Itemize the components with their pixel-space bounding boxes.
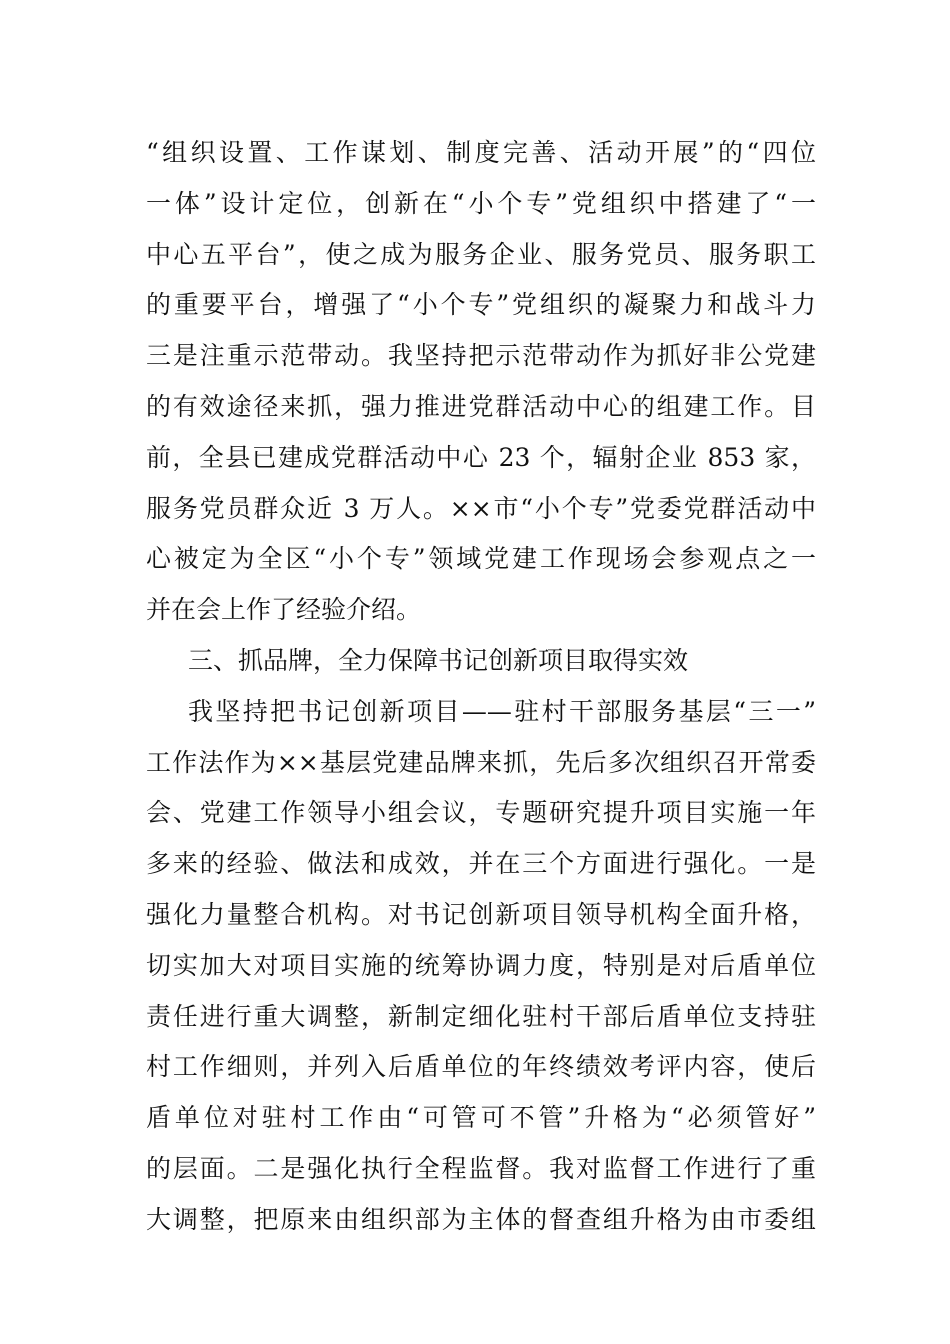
paragraph-2-line: 会、党建工作领导小组会议，专题研究提升项目实施一年 — [146, 798, 816, 828]
document-body — [146, 128, 816, 1246]
paragraph-1-line: 并在会上作了经验介绍。 — [146, 595, 422, 625]
paragraph-2-line: 切实加大对项目实施的统筹协调力度，特别是对后盾单位 — [146, 950, 816, 980]
paragraph-2-line: 盾单位对驻村工作由“可管可不管”升格为“必须管好” — [146, 1103, 816, 1133]
paragraph-2-line: 强化力量整合机构。对书记创新项目领导机构全面升格， — [146, 899, 816, 929]
paragraph-2-line: 责任进行重大调整，新制定细化驻村干部后盾单位支持驻 — [146, 1001, 816, 1031]
section-heading: 三、抓品牌，全力保障书记创新项目取得实效 — [188, 645, 689, 675]
paragraph-1-line: “组织设置、工作谋划、制度完善、活动开展”的“四位 — [146, 138, 816, 167]
paragraph-2-line: 大调整，把原来由组织部为主体的督查组升格为由市委组 — [146, 1204, 816, 1234]
paragraph-1-line: 心被定为全区“小个专”领域党建工作现场会参观点之一 — [146, 544, 816, 574]
paragraph-2-line: 工作法作为××基层党建品牌来抓，先后多次组织召开常委 — [146, 747, 816, 777]
paragraph-2-line: 村工作细则，并列入后盾单位的年终绩效考评内容，使后 — [146, 1052, 816, 1082]
paragraph-1-line: 中心五平台”，使之成为服务企业、服务党员、服务职工 — [146, 239, 816, 269]
paragraph-1-line: 前，全县已建成党群活动中心 23 个，辐射企业 853 家， — [146, 442, 816, 472]
paragraph-2-line: 我坚持把书记创新项目——驻村干部服务基层“三一” — [188, 696, 816, 726]
paragraph-2-line: 的层面。二是强化执行全程监督。我对监督工作进行了重 — [146, 1153, 816, 1183]
paragraph-1-line: 的有效途径来抓，强力推进党群活动中心的组建工作。目 — [146, 391, 816, 421]
paragraph-1-line: 一体”设计定位，创新在“小个专”党组织中搭建了“一 — [146, 188, 816, 218]
paragraph-1-line: 三是注重示范带动。我坚持把示范带动作为抓好非公党建 — [146, 341, 816, 371]
paragraph-2-line: 多来的经验、做法和成效，并在三个方面进行强化。一是 — [146, 849, 816, 879]
paragraph-1-line: 服务党员群众近 3 万人。××市“小个专”党委党群活动中 — [146, 493, 816, 523]
paragraph-1-line: 的重要平台，增强了“小个专”党组织的凝聚力和战斗力 — [146, 290, 816, 320]
